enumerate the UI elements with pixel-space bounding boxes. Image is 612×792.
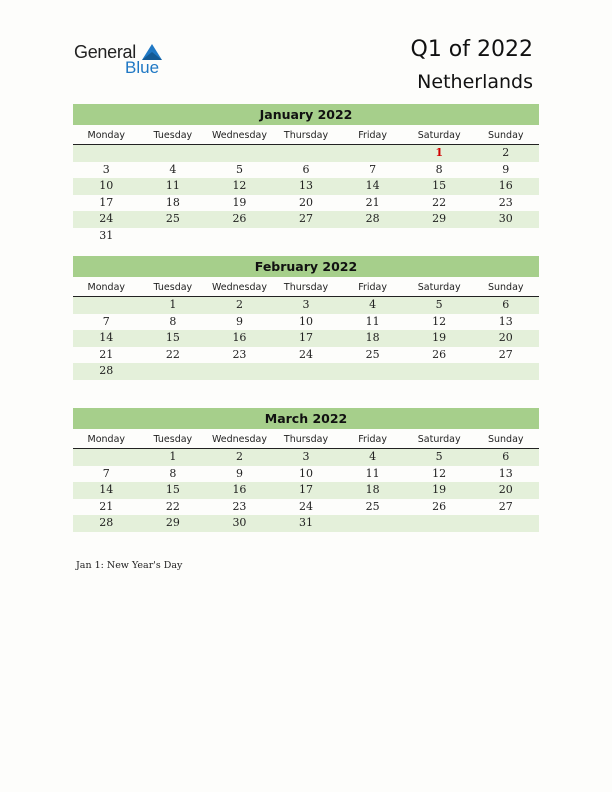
date-cell [273,363,340,380]
weekday-label: Saturday [417,130,461,141]
date-cell [406,228,473,245]
general-blue-logo [74,42,174,78]
date-cell: 20 [299,195,314,209]
date-cell: 11 [365,314,380,328]
date-cell: 13 [498,466,513,480]
date-cell: 23 [232,499,247,513]
date-cell: 15 [165,483,180,496]
date-cell: 24 [299,499,314,513]
date-cell: 16 [232,331,247,344]
date-cell: 15 [165,331,180,344]
date-cell: 17 [99,195,114,209]
date-cell: 28 [365,212,380,225]
weekday-label: Friday [358,434,387,445]
date-cell: 28 [99,516,114,529]
date-cell: 15 [432,179,447,192]
date-cell: 27 [498,499,513,513]
date-cell: 22 [432,195,447,209]
date-cell: 28 [99,364,114,377]
weekday-label: Wednesday [211,434,267,445]
weekday-label: Monday [87,130,126,141]
week-row [73,228,539,245]
week-row [73,515,539,532]
date-cell [406,363,473,380]
date-cell [206,228,273,245]
date-cell [73,449,140,466]
month-title: March 2022 [73,408,539,429]
weekday-label: Tuesday [153,282,193,293]
date-cell: 6 [502,450,510,463]
date-cell: 18 [365,331,380,344]
date-cell: 11 [365,466,380,480]
date-cell: 5 [435,298,443,311]
date-cell [339,145,406,162]
weekday-header-row [73,432,539,449]
date-cell: 23 [498,195,513,209]
date-cell: 19 [432,331,447,344]
date-cell [273,145,340,162]
date-cell [206,363,273,380]
month-title: February 2022 [73,256,539,277]
logo-word-general: General [74,42,136,62]
weekday-label: Saturday [417,282,461,293]
date-cell: 30 [498,212,513,225]
page-title: Q1 of 2022 [410,37,533,62]
date-cell: 20 [498,331,513,344]
date-cell: 9 [235,314,243,328]
date-cell: 8 [169,466,177,480]
date-cell: 27 [498,347,513,361]
month-calendar-march [73,408,539,532]
date-cell: 10 [299,466,314,480]
date-cell: 24 [299,347,314,361]
week-row [73,347,539,364]
date-cell: 30 [232,516,247,529]
week-row [73,162,539,179]
date-cell: 26 [432,499,447,513]
date-cell [472,228,539,245]
weekday-label: Saturday [417,434,461,445]
date-cell: 1 [169,298,177,311]
date-cell [73,145,140,162]
weekday-label: Thursday [283,282,329,293]
date-cell: 1 [169,450,177,463]
date-cell: 22 [165,347,180,361]
date-cell: 27 [299,212,314,225]
weekday-label: Friday [358,130,387,141]
date-cell: 9 [235,466,243,480]
weekday-header-row [73,128,539,145]
date-cell: 3 [302,450,310,463]
date-cell: 12 [232,179,247,192]
date-cell [339,228,406,245]
date-cell: 7 [369,162,377,176]
date-cell: 13 [498,314,513,328]
date-cell: 20 [498,483,513,496]
date-cell [406,515,473,532]
date-cell: 2 [235,450,243,463]
month-calendar-january [73,104,539,244]
date-cell: 31 [99,228,114,242]
date-cell: 3 [302,298,310,311]
date-cell: 10 [299,314,314,328]
month-title: January 2022 [73,104,539,125]
date-cell: 12 [432,314,447,328]
week-row [73,449,539,466]
date-cell [273,228,340,245]
date-cell: 17 [299,331,314,344]
date-cell: 18 [365,483,380,496]
weekday-header-row [73,280,539,297]
date-cell [140,145,207,162]
date-cell: 17 [299,483,314,496]
date-cell: 6 [502,298,510,311]
weekday-label: Sunday [487,434,524,445]
date-cell: 16 [498,179,513,192]
date-cell: 7 [102,466,110,480]
date-cell: 5 [235,162,243,176]
logo-word-blue: Blue [125,58,160,77]
date-cell [140,228,207,245]
date-cell: 13 [299,179,314,192]
week-row [73,330,539,347]
date-cell: 21 [365,195,380,209]
date-cell: 22 [165,499,180,513]
date-cell: 21 [99,347,114,361]
date-cell: 4 [169,162,177,176]
week-row [73,178,539,195]
weekday-label: Thursday [283,434,329,445]
week-row [73,195,539,212]
date-cell: 8 [169,314,177,328]
date-cell: 26 [432,347,447,361]
date-cell [339,363,406,380]
date-cell: 7 [102,314,110,328]
date-cell: 2 [235,298,243,311]
date-cell: 25 [365,347,380,361]
week-row [73,482,539,499]
date-cell: 8 [435,162,443,176]
holiday-note: Jan 1: New Year's Day [76,560,183,571]
date-cell: 16 [232,483,247,496]
date-cell [73,297,140,314]
weekday-label: Tuesday [153,434,193,445]
week-row [73,363,539,380]
date-cell: 18 [165,195,180,209]
weekday-label: Friday [358,282,387,293]
week-row [73,145,539,162]
weekday-label: Wednesday [211,282,267,293]
date-cell [140,363,207,380]
date-cell: 14 [99,331,114,344]
week-row [73,297,539,314]
weekday-label: Sunday [487,282,524,293]
date-cell: 12 [432,466,447,480]
date-cell: 29 [432,212,447,225]
date-cell: 24 [99,212,114,225]
week-row [73,499,539,516]
date-cell: 25 [165,212,180,225]
country-name: Netherlands [417,71,533,93]
week-row [73,211,539,228]
date-cell: 2 [502,146,510,159]
date-cell: 5 [435,450,443,463]
weekday-label: Tuesday [153,130,193,141]
date-cell: 3 [102,162,110,176]
month-calendar-february [73,256,539,380]
weekday-label: Sunday [487,130,524,141]
date-cell: 14 [365,179,380,192]
date-cell: 11 [165,179,180,192]
week-row [73,466,539,483]
date-cell [206,145,273,162]
date-cell: 4 [369,450,377,463]
date-cell: 4 [369,298,377,311]
date-cell: 21 [99,499,114,513]
date-cell: 26 [232,212,247,225]
weekday-label: Monday [87,282,126,293]
date-cell: 10 [99,179,114,192]
holiday-notes [76,560,182,571]
date-cell [472,515,539,532]
date-cell: 25 [365,499,380,513]
date-cell [339,515,406,532]
date-cell: 19 [232,195,247,209]
date-cell: 14 [99,483,114,496]
date-cell: 19 [432,483,447,496]
week-row [73,314,539,331]
weekday-label: Thursday [283,130,329,141]
date-cell: 29 [165,516,180,529]
date-cell [472,363,539,380]
date-cell: 6 [302,162,310,176]
date-cell: 9 [502,162,510,176]
holiday-date-cell: 1 [435,146,443,159]
date-cell: 31 [299,516,314,529]
date-cell: 23 [232,347,247,361]
weekday-label: Wednesday [211,130,267,141]
weekday-label: Monday [87,434,126,445]
